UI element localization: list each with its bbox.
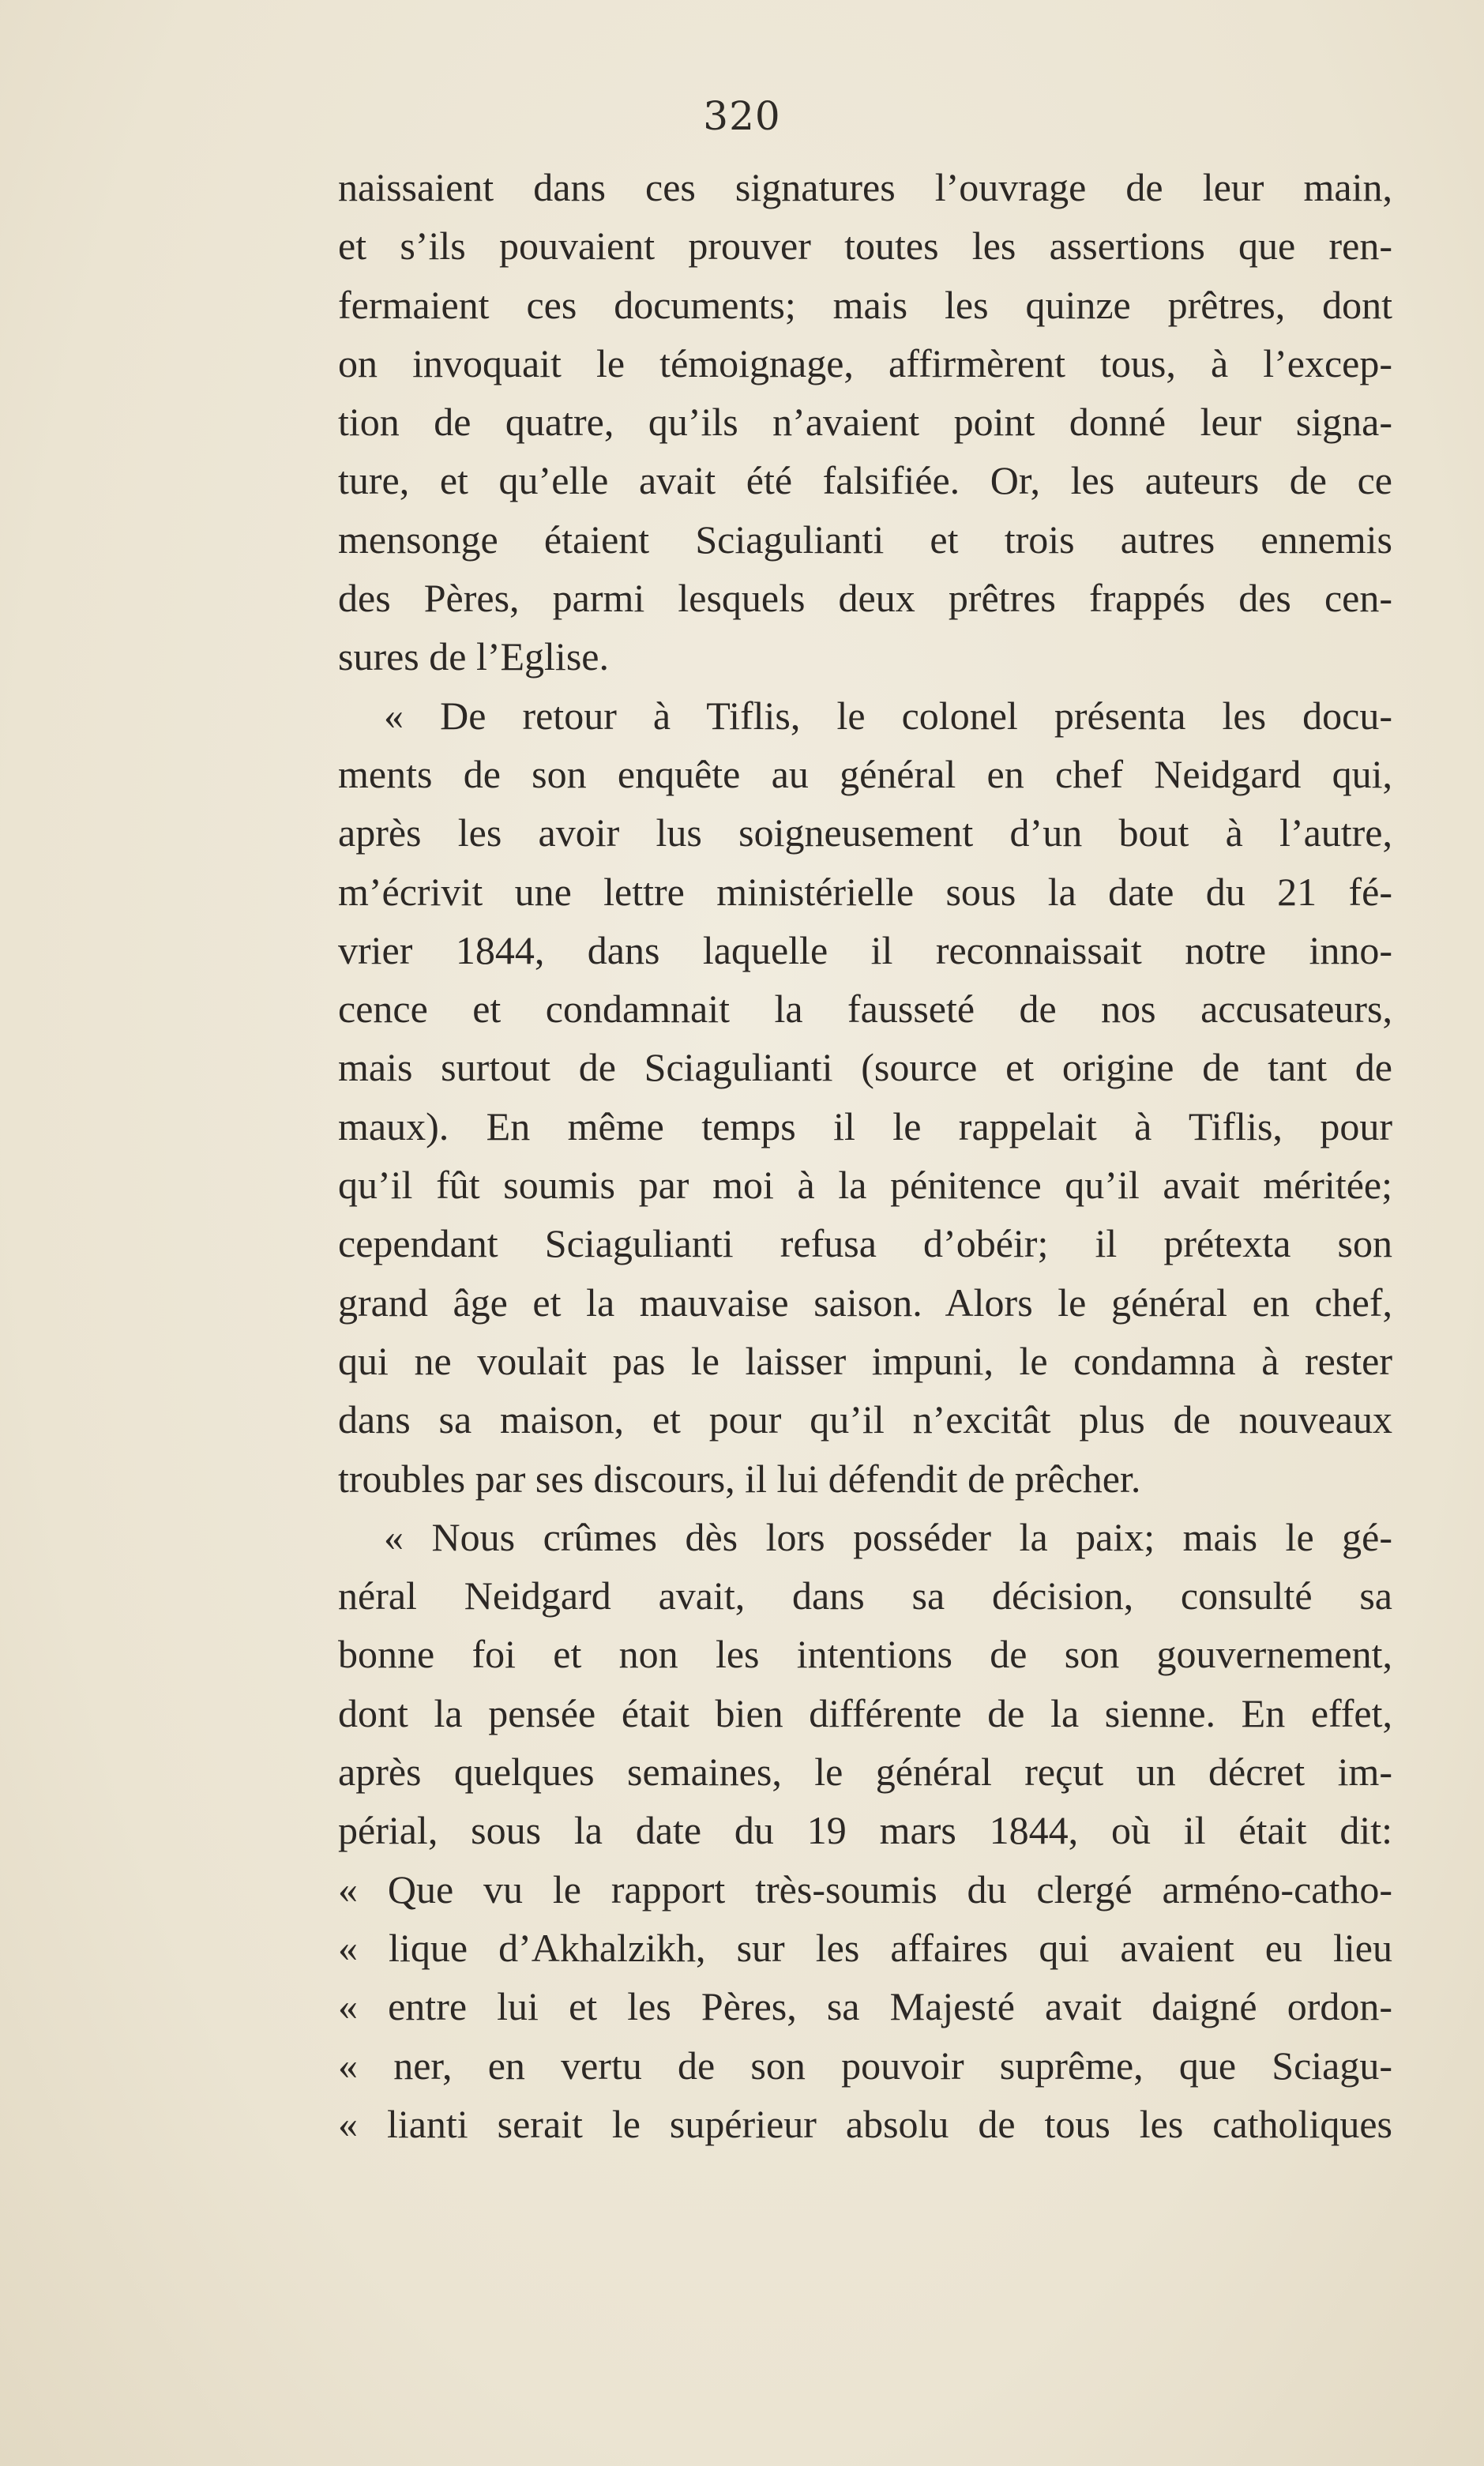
text-line: « lianti serait le supérieur absolu de tous les catholiques [338, 2101, 1392, 2146]
text-line: « De retour à Tiflis, le colonel présenta les docu- [384, 693, 1392, 738]
text-line: maux). En même temps il le rappelait à Tiflis, pour [338, 1103, 1392, 1148]
text-line: grand âge et la mauvaise saison. Alors le général en chef, [338, 1280, 1392, 1325]
text-line: périal, sous la date du 19 mars 1844, où il était dit: [338, 1808, 1392, 1853]
text-line: sures de l’Eglise. [338, 634, 609, 679]
text-line: m’écrivit une lettre ministérielle sous la date du 21 fé- [338, 869, 1392, 914]
text-line: dans sa maison, et pour qu’il n’excitât plus de nouveaux [338, 1397, 1392, 1442]
body-text [338, 158, 1392, 2153]
text-line: bonne foi et non les intentions de son gouvernement, [338, 1632, 1392, 1677]
text-line: ments de son enquête au général en chef Neidgard qui, [338, 751, 1392, 796]
text-line: après les avoir lus soigneusement d’un bout à l’autre, [338, 810, 1392, 855]
text-line: « Que vu le rapport très-soumis du clergé arméno-catho- [338, 1866, 1392, 1912]
text-line: « entre lui et les Pères, sa Majesté avait daigné ordon- [338, 1984, 1392, 2029]
text-line: néral Neidgard avait, dans sa décision, consulté sa [338, 1573, 1392, 1618]
text-line: mais surtout de Sciagulianti (source et origine de tant de [338, 1045, 1392, 1090]
text-line: ture, et qu’elle avait été falsifiée. Or, les auteurs de ce [338, 458, 1392, 503]
page-number: 320 [703, 93, 781, 139]
text-line: mensonge étaient Sciagulianti et trois autres ennemis [338, 517, 1392, 562]
text-line: troubles par ses discours, il lui défendit de prêcher. [338, 1456, 1141, 1501]
text-line: on invoquait le témoignage, affirmèrent tous, à l’excep- [338, 340, 1392, 385]
text-line: cence et condamnait la fausseté de nos accusateurs, [338, 987, 1392, 1032]
text-line: fermaient ces documents; mais les quinze prêtres, dont [338, 282, 1392, 327]
text-line: tion de quatre, qu’ils n’avaient point donné leur signa- [338, 400, 1392, 445]
text-line: des Pères, parmi lesquels deux prêtres frappés des cen- [338, 576, 1392, 621]
text-line: et s’ils pouvaient prouver toutes les assertions que ren- [338, 224, 1392, 269]
text-line: cependant Sciagulianti refusa d’obéir; il prétexta son [338, 1221, 1392, 1266]
text-line: vrier 1844, dans laquelle il reconnaissait notre inno- [338, 927, 1392, 972]
text-line: « Nous crûmes dès lors posséder la paix; mais le gé- [384, 1514, 1392, 1559]
text-line: dont la pensée était bien différente de la sienne. En effet, [338, 1690, 1392, 1735]
text-line: qu’il fût soumis par moi à la pénitence qu’il avait méritée; [338, 1163, 1392, 1208]
text-line: qui ne voulait pas le laisser impuni, le condamna à rester [338, 1338, 1392, 1383]
text-line: « lique d’Akhalzikh, sur les affaires qui avaient eu lieu [338, 1925, 1392, 1970]
text-line: naissaient dans ces signatures l’ouvrage de leur main, [338, 165, 1392, 209]
text-line: « ner, en vertu de son pouvoir suprême, que Sciagu- [338, 2043, 1392, 2088]
text-line: après quelques semaines, le général reçut un décret im- [338, 1750, 1392, 1795]
